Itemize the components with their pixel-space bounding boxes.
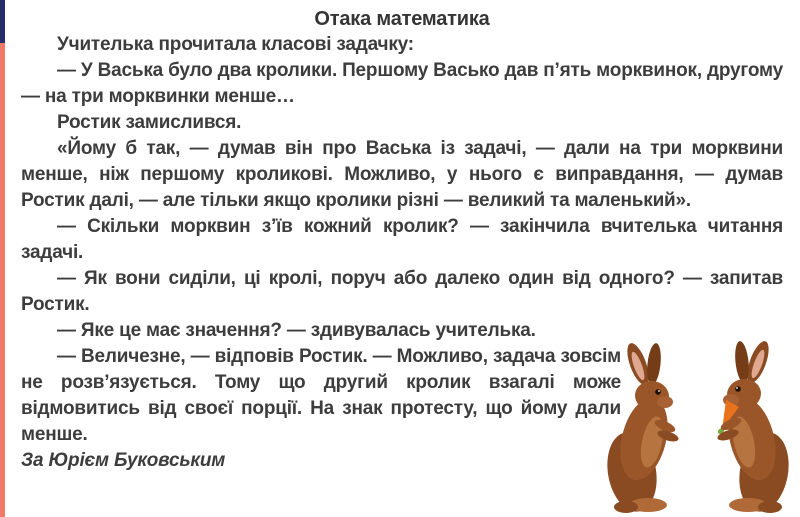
rabbits-illustration	[602, 334, 794, 514]
story-paragraph: — Величезне, — відповів Ростик. — Можливо, задача зовсім не розв’язується. Тому що другий кролик взагалі може відмовитись від своєї порції. На знак протесту, що йому дали менше.	[21, 346, 621, 445]
story-paragraph: Учителька прочитала класові задачку:	[57, 34, 414, 55]
page-edge-accent-top	[0, 0, 5, 43]
story-byline: За Юрієм Буковським	[21, 450, 226, 471]
rabbit-left-icon	[602, 341, 680, 514]
story-paragraph: — У Васька було два кролики. Першому Васько дав п’ять морквинок, другому — на три морквинки менше…	[21, 60, 783, 107]
story-paragraph: — Скільки морквин з’їв кожний кролик? — закінчила вчителька читання задачі.	[21, 216, 783, 263]
story-bottom-section	[21, 318, 621, 474]
rabbit-right-icon	[716, 339, 794, 514]
story-title: Отака математика	[314, 8, 490, 30]
story-paragraph: Ростик замислився.	[57, 112, 242, 133]
story-paragraph: «Йому б так, — думав він про Васька із задачі, — дали на три морквини менше, ніж першому кроликові. Можливо, у нього є виправдання, — думав Ростик далі, — але тільки якщо кролики різні — великий та маленький».	[21, 138, 783, 211]
page-edge-accent-side	[0, 43, 5, 517]
story-paragraph: — Яке це має значення? — здивувалась учителька.	[57, 320, 536, 341]
story-paragraph: — Як вони сиділи, ці кролі, поруч або далеко один від одного? — запитав Ростик.	[21, 268, 783, 315]
